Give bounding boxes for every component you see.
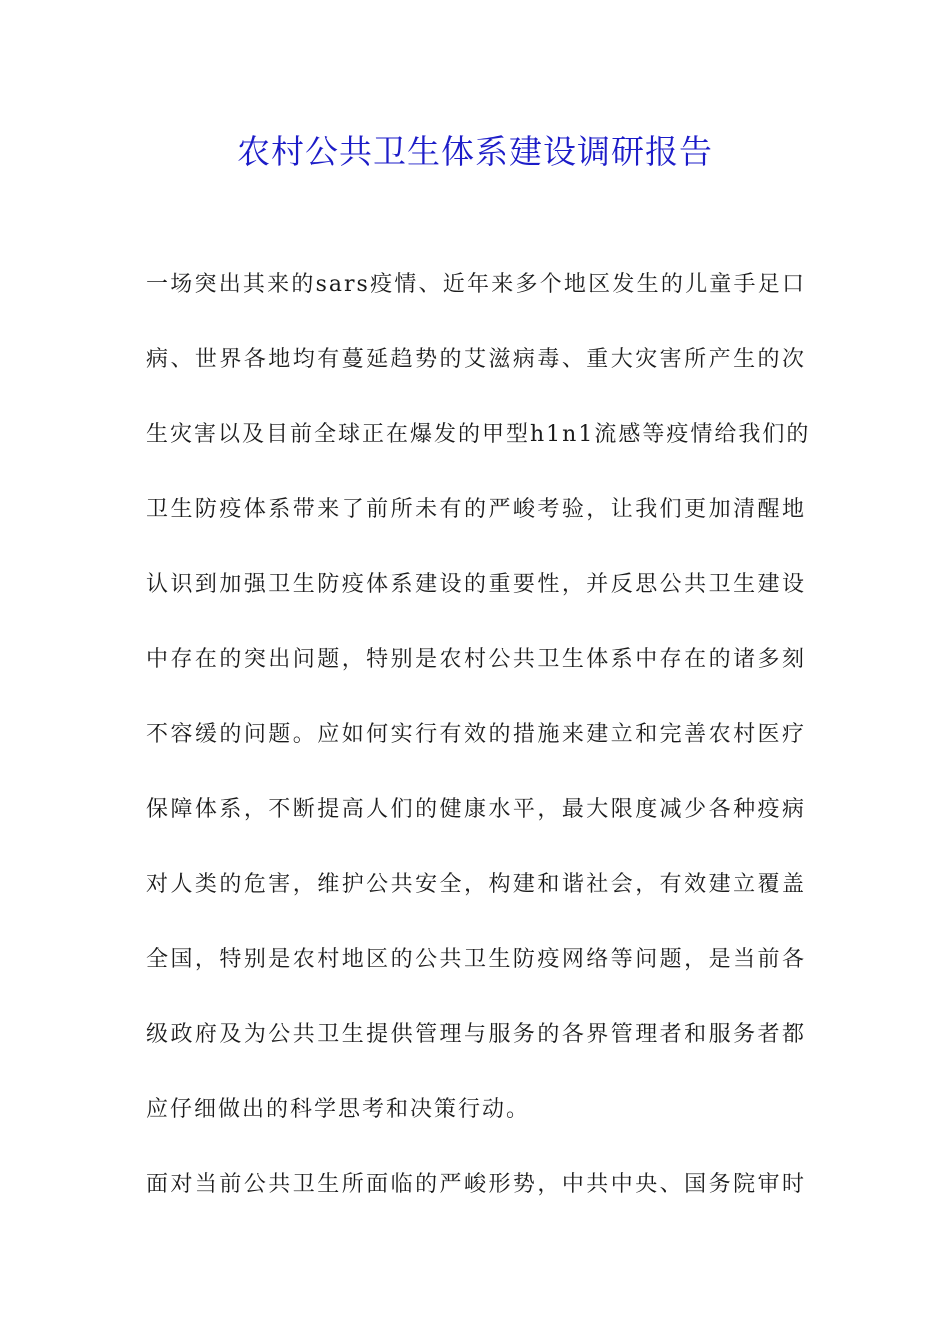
- paragraph-1-line-4: 卫生防疫体系带来了前所未有的严峻考验，让我们更加清醒地: [146, 497, 806, 522]
- paragraph-1-line-11: 级政府及为公共卫生提供管理与服务的各界管理者和服务者都: [146, 1022, 806, 1047]
- paragraph-1-line-1: 一场突出其来的sars疫情、近年来多个地区发生的儿童手足口: [146, 272, 806, 297]
- paragraph-1-line-7: 不容缓的问题。应如何实行有效的措施来建立和完善农村医疗: [146, 722, 806, 747]
- paragraph-1-line-10: 全国，特别是农村地区的公共卫生防疫网络等问题，是当前各: [146, 947, 806, 972]
- paragraph-1-line-2: 病、世界各地均有蔓延趋势的艾滋病毒、重大灾害所产生的次: [146, 347, 806, 372]
- paragraph-1-line-12: 应仔细做出的科学思考和决策行动。: [146, 1097, 531, 1122]
- paragraph-1-line-9: 对人类的危害，维护公共安全，构建和谐社会，有效建立覆盖: [146, 872, 806, 897]
- paragraph-2-line-1: 面对当前公共卫生所面临的严峻形势，中共中央、国务院审时: [146, 1172, 806, 1197]
- paragraph-1-line-6: 中存在的突出问题，特别是农村公共卫生体系中存在的诸多刻: [146, 647, 806, 672]
- document-title: 农村公共卫生体系建设调研报告: [237, 132, 713, 171]
- paragraph-1-line-5: 认识到加强卫生防疫体系建设的重要性，并反思公共卫生建设: [146, 572, 806, 597]
- paragraph-1-line-3: 生灾害以及目前全球正在爆发的甲型h1n1流感等疫情给我们的: [146, 422, 811, 447]
- paragraph-1-line-8: 保障体系，不断提高人们的健康水平，最大限度减少各种疫病: [146, 797, 806, 822]
